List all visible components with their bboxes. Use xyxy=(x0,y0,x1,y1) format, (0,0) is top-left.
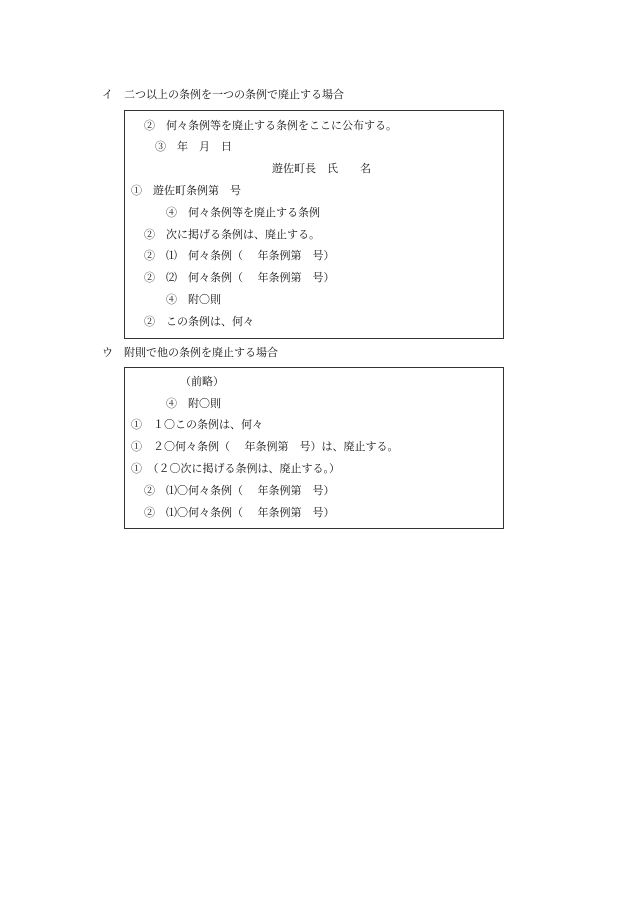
supplementary-provisions-heading: ④ 附〇則 xyxy=(166,293,221,306)
repeal-statement-line: ② 次に掲げる条例は、廃止する。 xyxy=(144,228,320,241)
date-line: ③ 年 月 日 xyxy=(155,140,232,153)
section-a-heading: イ 二つ以上の条例を一つの条例で廃止する場合 xyxy=(102,88,344,101)
list-item-1: ② ⑴ 何々条例（ 年条例第 号） xyxy=(144,249,335,262)
promulgation-line: ② 何々条例等を廃止する条例をここに公布する。 xyxy=(144,119,397,132)
list-item-b-2: ② ⑴〇何々条例（ 年条例第 号） xyxy=(144,506,335,519)
paragraph-1: ① １〇この条例は、何々 xyxy=(131,418,263,431)
paragraph-2-alt: ① （２〇次に掲げる条例は、廃止する。） xyxy=(131,462,340,475)
omitted-line: （前略） xyxy=(180,375,224,388)
supplementary-provisions-heading-b: ④ 附〇則 xyxy=(166,397,221,410)
ordinance-title-line: ④ 何々条例等を廃止する条例 xyxy=(166,206,320,219)
paragraph-2: ① ２〇何々条例（ 年条例第 号）は、廃止する。 xyxy=(131,440,399,453)
mayor-name-line: 遊佐町長 氏 名 xyxy=(272,162,371,175)
section-b-heading: ウ 附則で他の条例を廃止する場合 xyxy=(102,346,278,359)
list-item-2: ② ⑵ 何々条例（ 年条例第 号） xyxy=(144,271,335,284)
supplementary-provisions-text: ② この条例は、何々 xyxy=(144,315,254,328)
ordinance-number-line: ① 遊佐町条例第 号 xyxy=(131,184,241,197)
list-item-b-1: ② ⑴〇何々条例（ 年条例第 号） xyxy=(144,484,335,497)
